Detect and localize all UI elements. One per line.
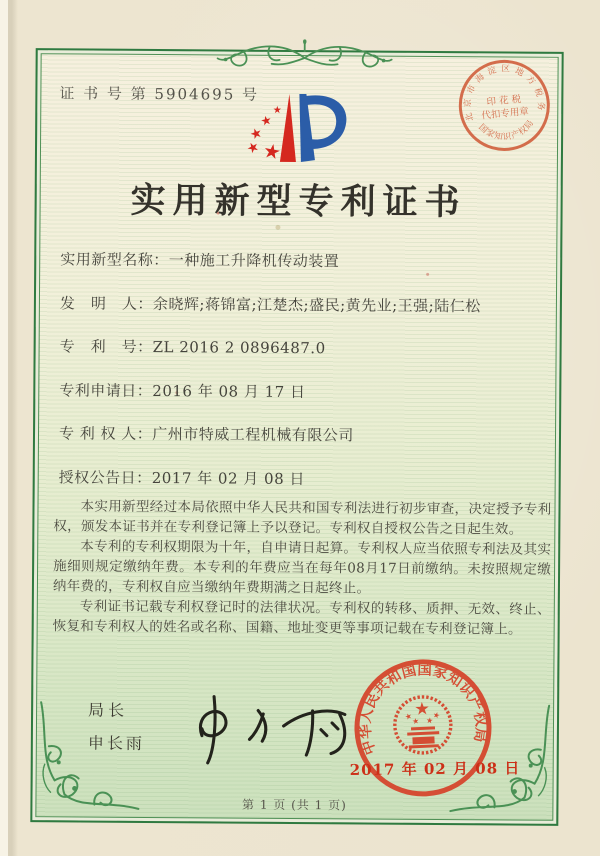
bottom-right-ornament-icon — [444, 703, 555, 818]
certificate-number: 证 书 号 第 5904695 号 — [59, 84, 260, 104]
field-label: 专利申请日： — [59, 380, 153, 400]
field-patentee — [59, 422, 539, 469]
field-inventors — [60, 292, 540, 339]
legal-text — [53, 496, 552, 639]
date-stamp: 2017 年 02 月 08 日 — [349, 759, 521, 779]
field-value: 广州市特威工程机械有限公司 — [152, 424, 354, 445]
certificate-sheet — [30, 44, 563, 826]
field-patent-number — [59, 335, 539, 382]
field-utility-model-name — [60, 248, 540, 295]
field-label: 专 利 权 人： — [58, 424, 153, 443]
certificate-title: 实用新型专利证书 — [130, 179, 467, 224]
field-value: ZL 2016 2 0896487.0 — [152, 337, 326, 358]
page-number: 第 1 页 (共 1 页) — [242, 797, 347, 813]
certificate-fields — [58, 248, 540, 512]
field-value: 一种施工升降机传动装置 — [168, 251, 340, 271]
field-label: 授权公告日： — [58, 467, 152, 487]
top-border-ornament-icon — [209, 35, 399, 80]
field-value: 余晓辉;蒋锦富;江楚杰;盛民;黄先业;王强;陆仁松 — [152, 294, 481, 315]
bottom-left-ornament-icon — [34, 700, 145, 815]
tax-stamp-arc-top: 北京市海淀区地方税务局 — [433, 44, 546, 123]
tax-stamp-center-line2: 代扣专用章 — [480, 106, 530, 122]
legal-paragraph-2: 本专利的专利权期限为十年，自申请日起算。专利权人应当依照专利法及其实施细则规定缴纳年费。本专利的年费应当在每年08月17日前缴纳。未按照规定缴纳年费的，专利权自应当缴纳年费期满之日起终止。 — [52, 538, 552, 597]
field-label: 发 明 人： — [59, 293, 154, 313]
field-filing-date — [59, 379, 539, 426]
signer-name: 申长雨 — [87, 733, 145, 753]
field-value: 2016 年 08 月 17 日 — [152, 381, 306, 401]
field-label: 实用新型名称： — [60, 250, 169, 270]
signer-title: 局长 — [88, 700, 129, 720]
legal-paragraph-1: 本实用新型经过本局依照中华人民共和国专利法进行初步审查，决定授予专利权，颁发本证书并在专利登记簿上予以登记。专利权自授权公告之日起生效。 — [53, 498, 552, 538]
national-emblem-icon — [394, 696, 452, 754]
tax-stamp-arc-bottom: 国家知识产权局 — [476, 118, 537, 143]
field-value: 2017 年 02 月 08 日 — [151, 468, 305, 488]
legal-paragraph-3: 专利证书记载专利权登记时的法律状况。专利权的转移、质押、无效、终止、恢复和专利权人的姓名或名称、国籍、地址变更等事项记载在专利登记簿上。 — [52, 598, 551, 638]
tax-stamp-icon — [433, 40, 570, 171]
cnipa-logo-icon — [244, 92, 365, 175]
field-label: 专 利 号： — [59, 337, 153, 356]
office-seal-arc-text: 中华人民共和国国家知识产权局 — [356, 661, 490, 758]
signature-icon — [170, 686, 371, 772]
tax-stamp-center-line1: 印 花 税 — [486, 93, 522, 109]
